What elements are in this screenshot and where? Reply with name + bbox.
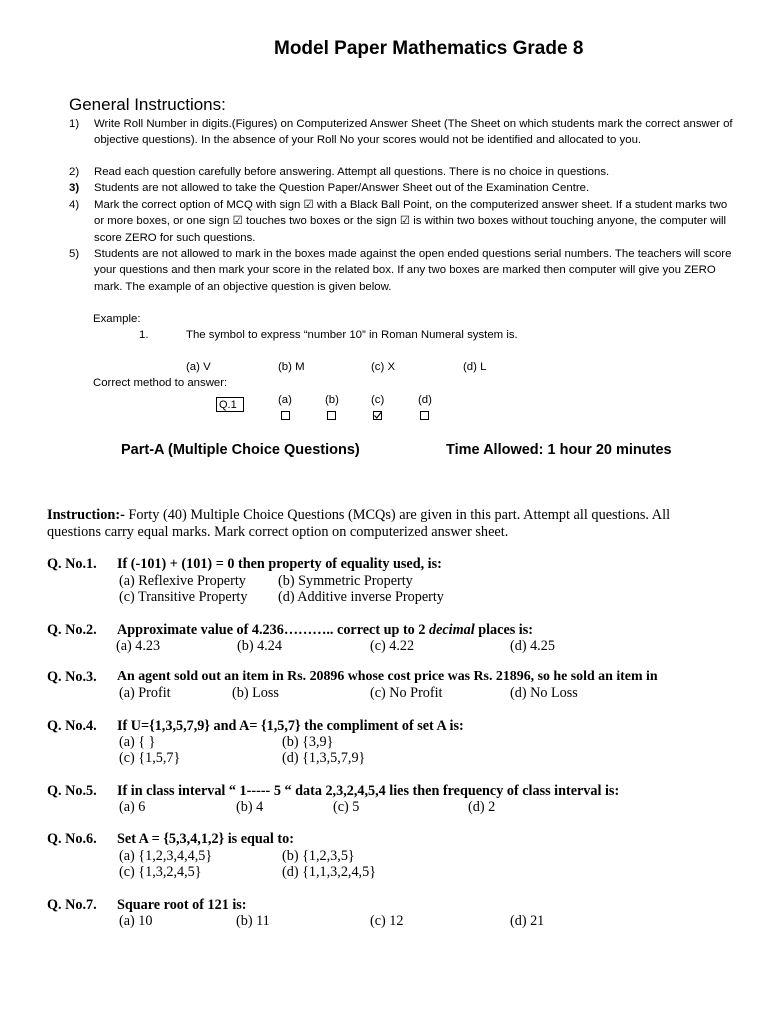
q7-option-d: (d) 21	[510, 913, 545, 929]
example-option-b: (b) M	[278, 361, 305, 373]
q4-option-c: (c) {1,5,7}	[119, 750, 181, 766]
instruction-number: 2)	[69, 166, 80, 178]
answer-letter-b: (b)	[325, 394, 339, 406]
example-question-number: 1.	[139, 329, 149, 341]
q4-option-a: (a) { }	[119, 734, 156, 750]
instruction-number: 5)	[69, 248, 80, 260]
answer-letter-d: (d)	[418, 394, 432, 406]
example-option-d: (d) L	[463, 361, 487, 373]
question-text: If in class interval “ 1----- 5 “ data 2,3,2,4,5,4 lies then frequency of class interval is:	[117, 783, 620, 799]
example-option-a: (a) V	[186, 361, 211, 373]
q6-option-a: (a) {1,2,3,4,4,5}	[119, 848, 213, 864]
instruction-text: Mark the correct option of MCQ with sign ☑ with a Black Ball Point, on the computerized answer sheet. If a student marks two or more boxes, or one sign ☑ touches two boxes or the sign ☑ is within two boxes without touching anyone, the computer will score ZERO for such questions.	[94, 199, 728, 244]
instruction-text: Students are not allowed to take the Question Paper/Answer Sheet out of the Examination Centre.	[94, 182, 590, 194]
question-number: Q. No.1.	[47, 556, 97, 572]
q6-option-d: (d) {1,1,3,2,4,5}	[282, 864, 377, 880]
instruction-item	[69, 164, 729, 180]
q2-option-c: (c) 4.22	[370, 638, 415, 654]
instruction-item	[69, 180, 729, 196]
time-allowed: Time Allowed: 1 hour 20 minutes	[446, 442, 672, 458]
question-number: Q. No.6.	[47, 831, 97, 847]
q4-option-b: (b) {3,9}	[282, 734, 334, 750]
answer-letter-a: (a)	[278, 394, 292, 406]
question-text: If (-101) + (101) = 0 then property of equality used, is:	[117, 556, 442, 572]
instruction-item	[69, 116, 733, 166]
instruction-number: 1)	[69, 118, 80, 130]
q1-option-b: (b) Symmetric Property	[278, 573, 413, 589]
question-text: Set A = {5,3,4,1,2} is equal to:	[117, 831, 294, 847]
mcq-instruction-label: Instruction:-	[47, 507, 125, 523]
q5-option-a: (a) 6	[119, 799, 146, 815]
answer-checkbox-a[interactable]	[281, 411, 290, 420]
question-text: If U={1,3,5,7,9} and A= {1,5,7} the compliment of set A is:	[117, 718, 464, 734]
instruction-text: Write Roll Number in digits.(Figures) on Computerized Answer Sheet (The Sheet on which students mark the correct answer of objective questions). In the absence of your Roll No your scores would not be identified and allocated to you.	[94, 118, 733, 147]
instruction-number: 4)	[69, 199, 80, 211]
q7-option-c: (c) 12	[370, 913, 404, 929]
q4-option-d: (d) {1,3,5,7,9}	[282, 750, 366, 766]
answer-checkbox-d[interactable]	[420, 411, 429, 420]
q1-option-c: (c) Transitive Property	[119, 589, 248, 605]
general-instructions-heading: General Instructions:	[69, 95, 226, 114]
q2-option-b: (b) 4.24	[237, 638, 282, 654]
q6-option-c: (c) {1,3,2,4,5}	[119, 864, 202, 880]
q1-option-a: (a) Reflexive Property	[119, 573, 246, 589]
example-option-c: (c) X	[371, 361, 396, 373]
q2-option-d: (d) 4.25	[510, 638, 555, 654]
q1-option-d: (d) Additive inverse Property	[278, 589, 444, 605]
q6-option-b: (b) {1,2,3,5}	[282, 848, 355, 864]
q3-option-a: (a) Profit	[119, 685, 171, 701]
question-number: Q. No.5.	[47, 783, 97, 799]
answer-checkbox-b[interactable]	[327, 411, 336, 420]
q3-option-d: (d) No Loss	[510, 685, 578, 701]
q5-option-d: (d) 2	[468, 799, 496, 815]
part-a-heading: Part-A (Multiple Choice Questions)	[121, 442, 360, 458]
question-number: Q. No.2.	[47, 622, 97, 638]
instruction-number: 3)	[69, 182, 80, 194]
mcq-instruction-text: Forty (40) Multiple Choice Questions (MCQs) are given in this part. Attempt all questions. All questions carry equal marks. Mark correct option on computerized answer sheet.	[47, 507, 671, 540]
q5-option-c: (c) 5	[333, 799, 360, 815]
page-title: Model Paper Mathematics Grade 8	[274, 38, 584, 59]
q3-option-c: (c) No Profit	[370, 685, 443, 701]
question-number: Q. No.3.	[47, 669, 97, 685]
q7-option-b: (b) 11	[236, 913, 270, 929]
q2-option-a: (a) 4.23	[116, 638, 161, 654]
question-text: Approximate value of 4.236……….. correct up to 2 decimal places is:	[117, 622, 533, 638]
answer-checkbox-c-checked[interactable]	[373, 411, 382, 420]
q3-option-b: (b) Loss	[232, 685, 279, 701]
example-question: The symbol to express “number 10” in Roman Numeral system is.	[186, 329, 518, 341]
instruction-item	[69, 246, 732, 296]
mcq-instruction	[47, 507, 727, 541]
instruction-text: Read each question carefully before answering. Attempt all questions. There is no choice in questions.	[94, 166, 610, 178]
instruction-text: Students are not allowed to mark in the boxes made against the open ended questions serial numbers. The teachers will score your questions and then mark your score in the related box. If any two boxes are marked then computer will give you ZERO mark. The example of an objective question is given below.	[94, 248, 732, 293]
question-number: Q. No.7.	[47, 897, 97, 913]
example-label: Example:	[93, 313, 141, 325]
instruction-item	[69, 197, 729, 247]
q7-option-a: (a) 10	[119, 913, 153, 929]
question-number: Q. No.4.	[47, 718, 97, 734]
q5-option-b: (b) 4	[236, 799, 264, 815]
checkmark-icon	[373, 411, 382, 420]
question-number-box: Q.1	[216, 397, 244, 412]
answer-letter-c: (c)	[371, 394, 385, 406]
question-text: Square root of 121 is:	[117, 897, 247, 913]
correct-method-label: Correct method to answer:	[93, 377, 228, 389]
question-text: An agent sold out an item in Rs. 20896 whose cost price was Rs. 21896, so he sold an item in	[117, 669, 658, 684]
